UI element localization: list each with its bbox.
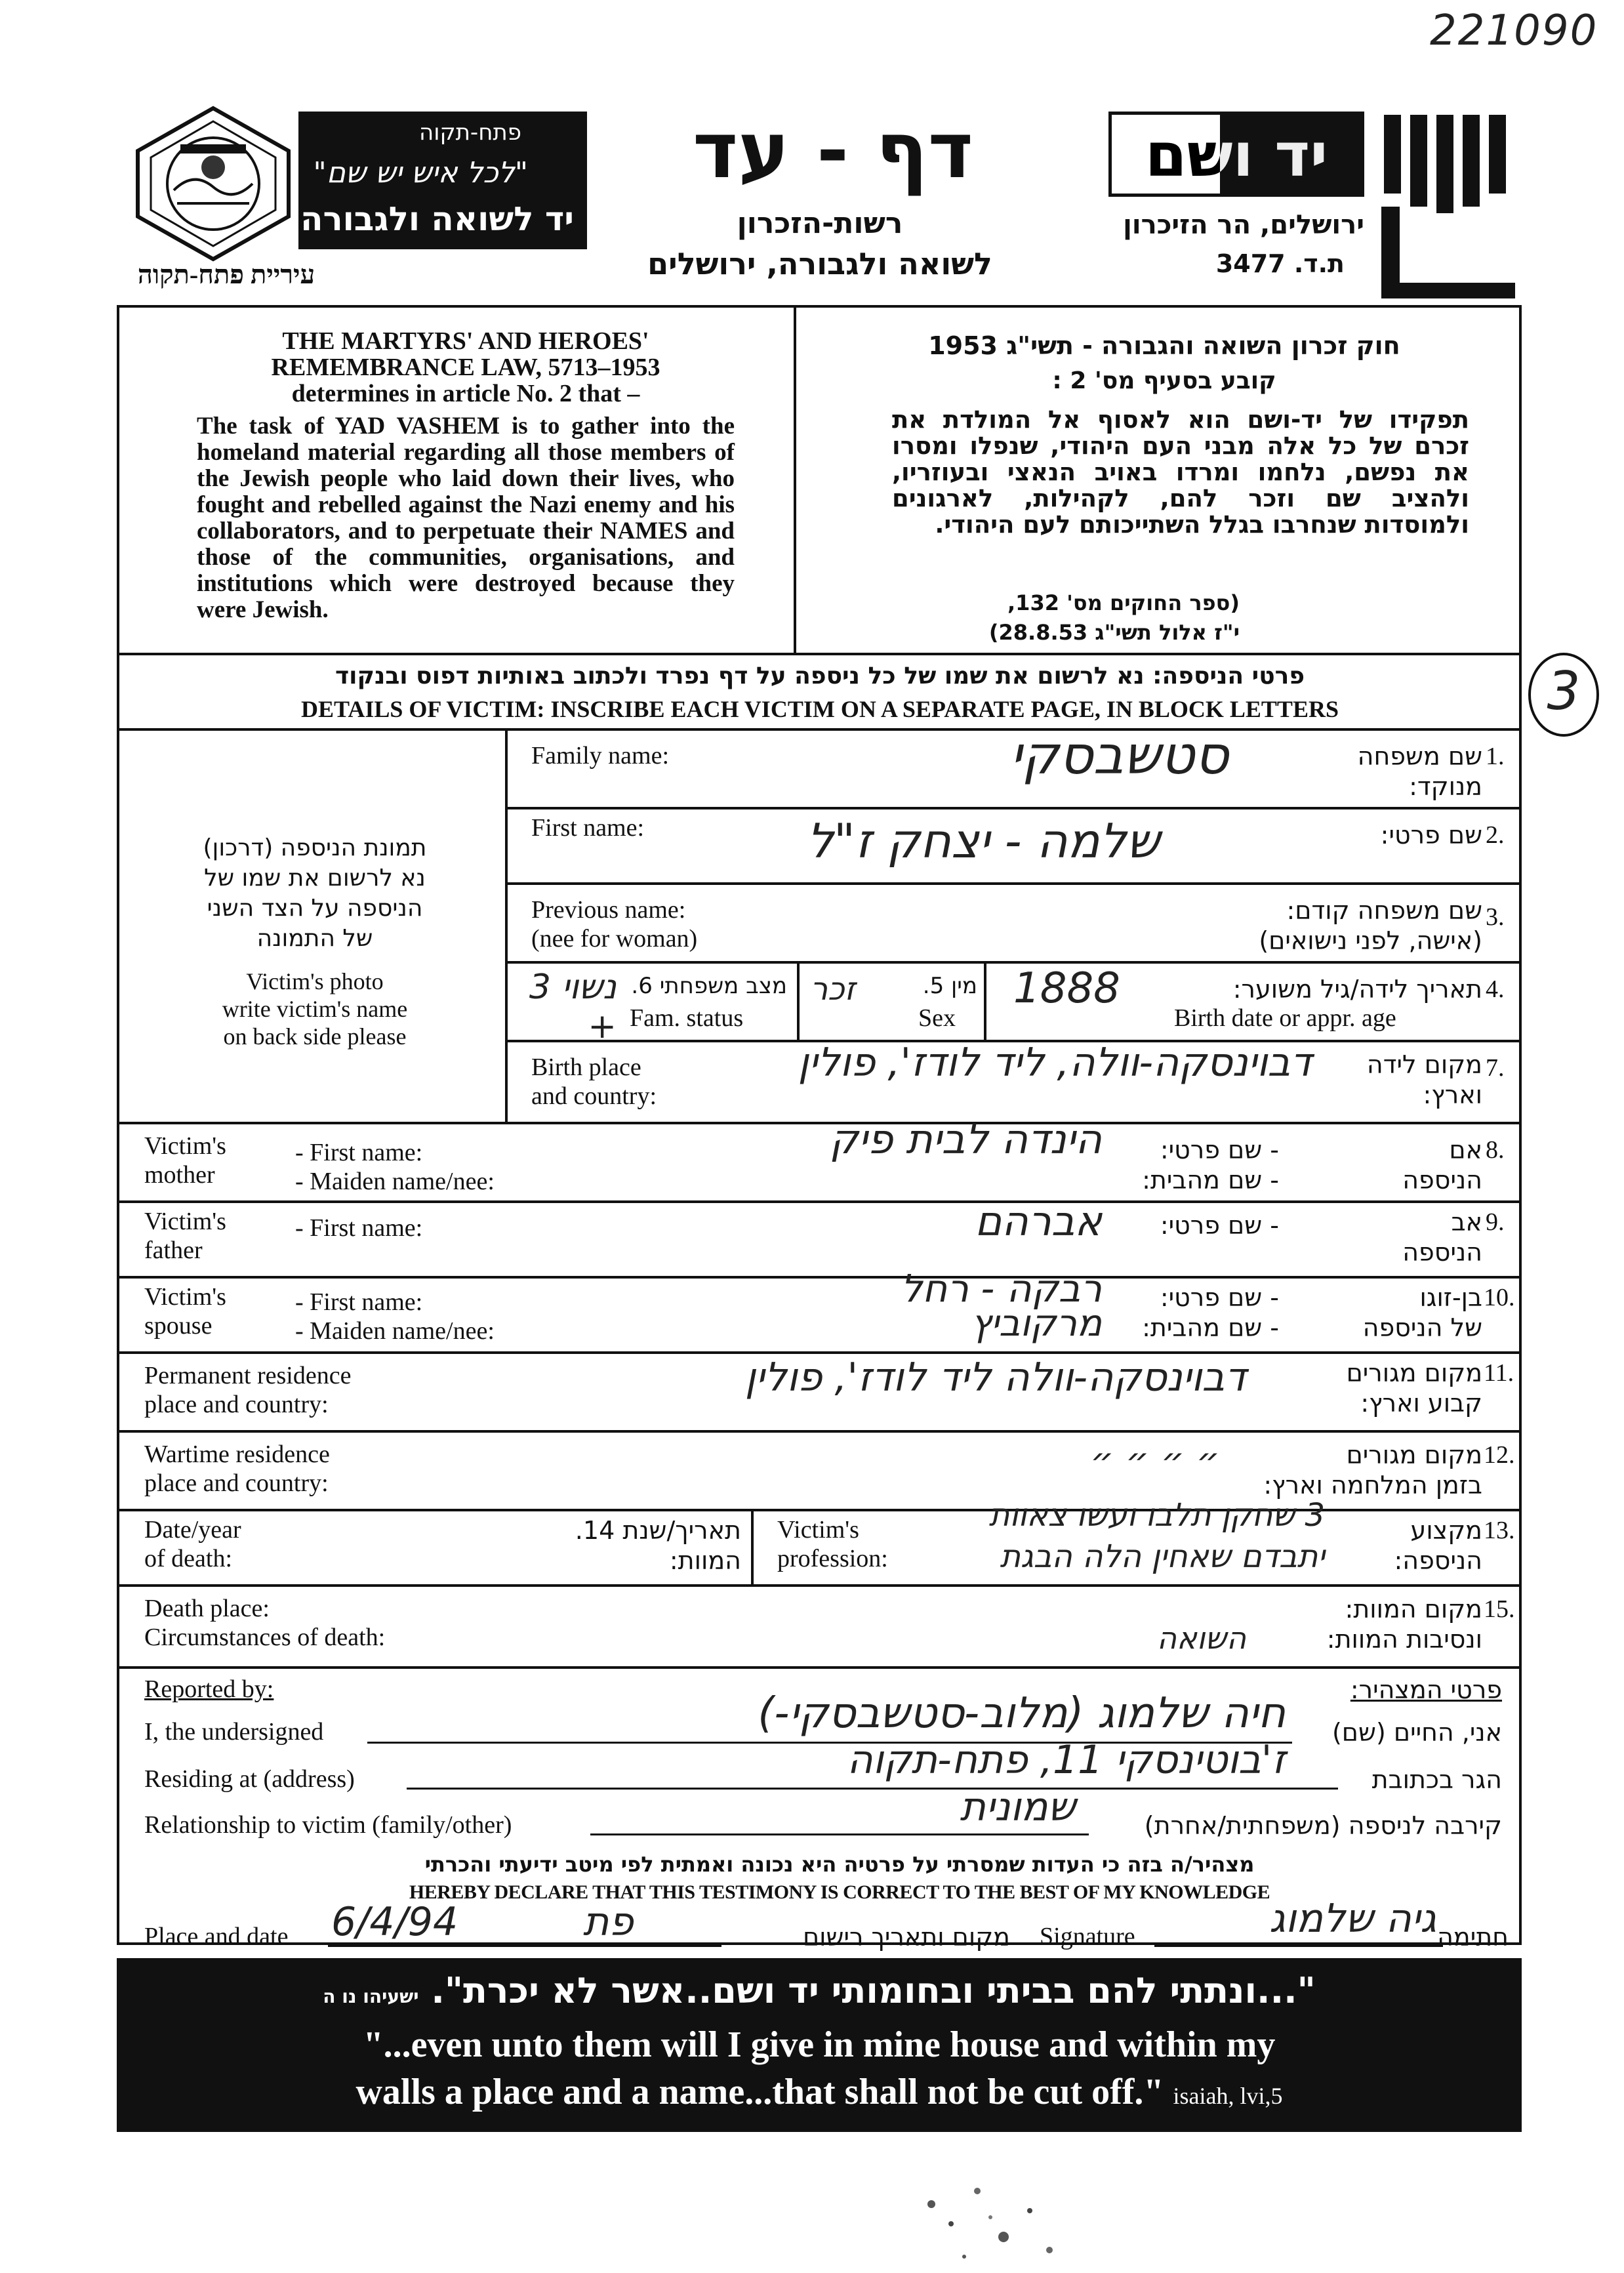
footer-quote-en-2: walls a place and a name...that shall not be cut off." isaiah, lvi,5 [355, 2072, 1283, 2112]
scan-noise [905, 2165, 1076, 2270]
father-first-label: - First name: [295, 1214, 423, 1242]
wartime-residence-value: ״ ״ ״ ״ [1090, 1440, 1220, 1483]
yad-vashem-logo-text: יד ושם [1145, 120, 1328, 190]
yad-vashem-name-box [1108, 112, 1364, 197]
wartime-residence-label-he: מקום מגורים בזמן המלחמה וארץ: [1263, 1441, 1482, 1500]
death-circumstances-value: השואה [1157, 1620, 1246, 1656]
wartime-residence-label: Wartime residence place and country: [144, 1441, 330, 1497]
place-date-label: Place and date [144, 1923, 289, 1950]
place-date-value: 6/4/94 פת [331, 1899, 634, 1945]
black-box-line-1: פתח-תקוה [418, 119, 521, 146]
yad-vashem-pobox: ת.ד. 3477 [1215, 249, 1345, 278]
field-num-3: 3. [1486, 903, 1505, 931]
law-english [197, 328, 735, 407]
law-en-body: The task of YAD VASHEM is to gather into the homeland material regarding all those members of the Jewish people who laid down their lives, who fought and rebelled against the Nazi enemy and his collaborators, and to perpetuate their NAMES and those of the communities, organisations, and institutions which were destroyed because they were Jewish. [197, 413, 735, 623]
law-he-title-1: חוק זכרון השואה והגבורה - תשי"ג 1953 [928, 331, 1400, 360]
petah-tikva-black-box [298, 112, 587, 249]
details-header-he: פרטי הניספה: נא לרשום את שמו של כל ניספה על דף נפרד ולכתוב באותיות דפוס ובנקוד [335, 663, 1305, 689]
footer-quote-en-ref: isaiah, lvi,5 [1173, 2083, 1283, 2109]
declaration-he: מצהיר/ה בזה כי העדות שמסרתי על פרטיה היא נכונה ואמתית לפי מיטב ידיעתי והכרתי [424, 1852, 1255, 1877]
fam-status-label-he: מצב משפחתי 6. [631, 973, 787, 999]
document-number: 221090 [1430, 7, 1598, 55]
footer-quote-he-ref: ישעיהו נו ה [323, 1986, 419, 2007]
field-num-13: 13. [1484, 1517, 1515, 1544]
law-he-ref-1: (ספר החוקים מס' 132, [1007, 590, 1240, 615]
field-num-7: 7. [1486, 1054, 1505, 1082]
previous-name-label: Previous name: (nee for woman) [531, 896, 698, 952]
spouse-label-he: בן-זוגו של הניספה [1362, 1283, 1482, 1342]
reported-by-label-he: פרטי המצהיר: [1350, 1675, 1502, 1704]
profession-value-1: 3 שחקן תלבו ועשו צאוות [988, 1497, 1325, 1534]
birth-date-label: Birth date or appr. age [1174, 1004, 1396, 1032]
permanent-residence-label: Permanent residence place and country: [144, 1362, 352, 1418]
spouse-maiden-value: מרקוביץ [971, 1302, 1102, 1345]
sex-label-he: מין 5. [922, 973, 977, 999]
death-place-label-he: מקום המוות: ונסיבות המוות: [1326, 1595, 1482, 1654]
field-num-11: 11. [1484, 1359, 1514, 1387]
spouse-first-label-he: - שם פרטי: - שם מהבית: [1142, 1283, 1279, 1342]
mother-name-value: הינדה לבית פיק [829, 1115, 1102, 1163]
photo-box-en: Victim's photo write victim's name on back side please [222, 968, 408, 1050]
birth-place-label: Birth place and country: [531, 1054, 657, 1110]
address-label: Residing at (address) [144, 1765, 355, 1793]
permanent-residence-value: דבוינסקה-וולה ליד לודז', פולין [744, 1355, 1246, 1401]
first-name-value: שלמה - יצחק ז"ל [807, 813, 1160, 869]
field-num-9: 9. [1486, 1208, 1505, 1236]
place-date-label-he: מקום ותאריך רישום [802, 1923, 1010, 1952]
municipal-logo [134, 105, 292, 262]
law-he-ref-2: י"ז אלול תשי"ג 28.8.53) [988, 620, 1240, 645]
mother-label-he: אם הניספה [1402, 1136, 1482, 1195]
undersigned-label-he: אני, החיים (שם) [1331, 1718, 1502, 1747]
signature-label: Signature [1040, 1923, 1135, 1950]
law-en-title-1: THE MARTYRS' AND HEROES' [282, 327, 649, 355]
previous-name-label-he: שם משפחה קודם: (אישה, לפני נישואים) [1259, 896, 1482, 955]
undersigned-label: I, the undersigned [144, 1718, 324, 1746]
law-en-title-3: determines in article No. 2 that – [291, 380, 640, 407]
center-subtitle-2: לשואה ולגבורה, ירושלים [647, 246, 992, 281]
reporter-name-value: חיה שלמוג (מלוב-סטשבסקי-) [758, 1689, 1286, 1738]
signature-value: גיה שלמוג [1269, 1896, 1436, 1942]
sex-value: זכר [810, 971, 856, 1008]
profession-value-2: יתבדם שאחין הלה הבגת [1000, 1538, 1325, 1575]
field-num-12: 12. [1484, 1441, 1515, 1469]
mother-label: Victim's mother [144, 1132, 226, 1189]
father-name-value: אברהם [975, 1197, 1102, 1245]
law-he-title-2: קובע בסעיף מס' 2 : [1052, 367, 1276, 394]
declaration-en: HEREBY DECLARE THAT THIS TESTIMONY IS CORRECT TO THE BEST OF MY KNOWLEDGE [409, 1881, 1270, 1903]
family-name-label-he: שם משפחה מנוקד: [1357, 742, 1482, 801]
permanent-residence-label-he: מקום מגורים קבוע וארץ: [1346, 1359, 1482, 1418]
birth-date-value: 1888 [1013, 964, 1120, 1013]
family-name-value: סטשבסקי [1010, 725, 1229, 786]
family-name-label: Family name: [531, 742, 670, 769]
first-name-label: First name: [531, 814, 645, 842]
mother-first-label: - First name: - Maiden name/nee: [295, 1139, 495, 1195]
municipal-logo-caption: עיריית פתח-תקוה [137, 260, 315, 289]
father-label: Victim's father [144, 1208, 226, 1264]
sex-label: Sex [918, 1004, 956, 1032]
field-num-15: 15. [1484, 1595, 1515, 1623]
profession-label-he: מקצוע הניספה: [1394, 1516, 1482, 1575]
death-place-label: Death place: Circumstances of death: [144, 1595, 386, 1651]
birth-date-label-he: תאריך לידה/גיל משוער: [1232, 975, 1482, 1004]
page-title: דף - עד [692, 105, 974, 195]
profession-label: Victim's profession: [777, 1516, 888, 1572]
father-first-label-he: - שם פרטי: [1160, 1211, 1279, 1240]
law-he-body: תפקידו של יד-ושם הוא לאסוף אל המולדת את זכרם של כל אלה מבני העם היהודי, שנפלו ומסרו את נפשם, נלחמו ומרדו באויב הנאצי ובעוזריו, ולהציב שם וזכר להם, לקהילות, לארגונים ולמוסדות שנחרבו בגלל השתייכותם לעם היהודי. [892, 405, 1469, 539]
spouse-first-label: - First name: - Maiden name/nee: [295, 1288, 495, 1345]
black-box-line-2: "לכל איש יש שם" [313, 156, 528, 190]
field-num-2: 2. [1486, 821, 1505, 849]
fam-status-value: נשוי 3 + [529, 968, 617, 1046]
black-box-line-3: יד לשואה ולגבורה [300, 200, 574, 238]
reporter-address-value: ז'בוטינסקי 11, פתח-תקוה [847, 1737, 1286, 1783]
spouse-first-value: רבקה - רחל [901, 1266, 1102, 1311]
field-num-4: 4. [1486, 975, 1505, 1003]
field-num-1: 1. [1486, 743, 1505, 770]
fam-status-label: Fam. status [630, 1004, 744, 1032]
field-num-10: 10. [1484, 1284, 1515, 1311]
date-of-death-label-he: תאריך/שנת 14. המוות: [575, 1516, 741, 1575]
reported-by-label: Reported by: [144, 1675, 274, 1703]
footer-quote-band [117, 1958, 1522, 2132]
center-subtitle-1: רשות-הזכרון [737, 207, 903, 240]
yad-vashem-address: ירושלים, הר הזיכרון [1123, 210, 1364, 240]
yad-vashem-emblem [1377, 108, 1528, 298]
birth-place-label-he: מקום לידה וארץ: [1366, 1050, 1482, 1109]
mother-first-label-he: - שם פרטי: - שם מהבית: [1142, 1136, 1279, 1195]
law-en-title-2: REMEMBRANCE LAW, 5713–1953 [271, 354, 660, 381]
birth-place-value: דבוינסקה-וולה, ליד לודז', פולין [798, 1040, 1312, 1086]
footer-quote-he: "...ונתתי להם בביתי ובחומותי יד ושם..אשר לא יכרת". ישעיהו נו ה [323, 1970, 1316, 2011]
relationship-label-he: קירבה לניספה (משפחתית/אחרת) [1144, 1811, 1502, 1840]
first-name-label-he: שם פרטי: [1380, 821, 1482, 850]
footer-quote-en-1: "...even unto them will I give in mine house and within my [363, 2024, 1276, 2065]
date-of-death-label: Date/year of death: [144, 1516, 241, 1572]
address-label-he: הגר בכתובת [1371, 1765, 1502, 1794]
field-num-8: 8. [1486, 1136, 1505, 1164]
father-label-he: אב הניספה [1402, 1208, 1482, 1267]
photo-box-he: תמונת הניספה (דרכון) נא לרשום את שמו של הניספה על הצד השני של התמונה [203, 834, 427, 952]
signature-label-he: חתימה [1437, 1923, 1509, 1952]
spouse-label: Victim's spouse [144, 1283, 226, 1340]
relationship-value: שמונית [960, 1784, 1076, 1830]
relationship-label: Relationship to victim (family/other) [144, 1811, 512, 1839]
details-header-en: DETAILS OF VICTIM: INSCRIBE EACH VICTIM ON A SEPARATE PAGE, IN BLOCK LETTERS [301, 696, 1339, 722]
side-page-number: 3 [1528, 653, 1599, 737]
